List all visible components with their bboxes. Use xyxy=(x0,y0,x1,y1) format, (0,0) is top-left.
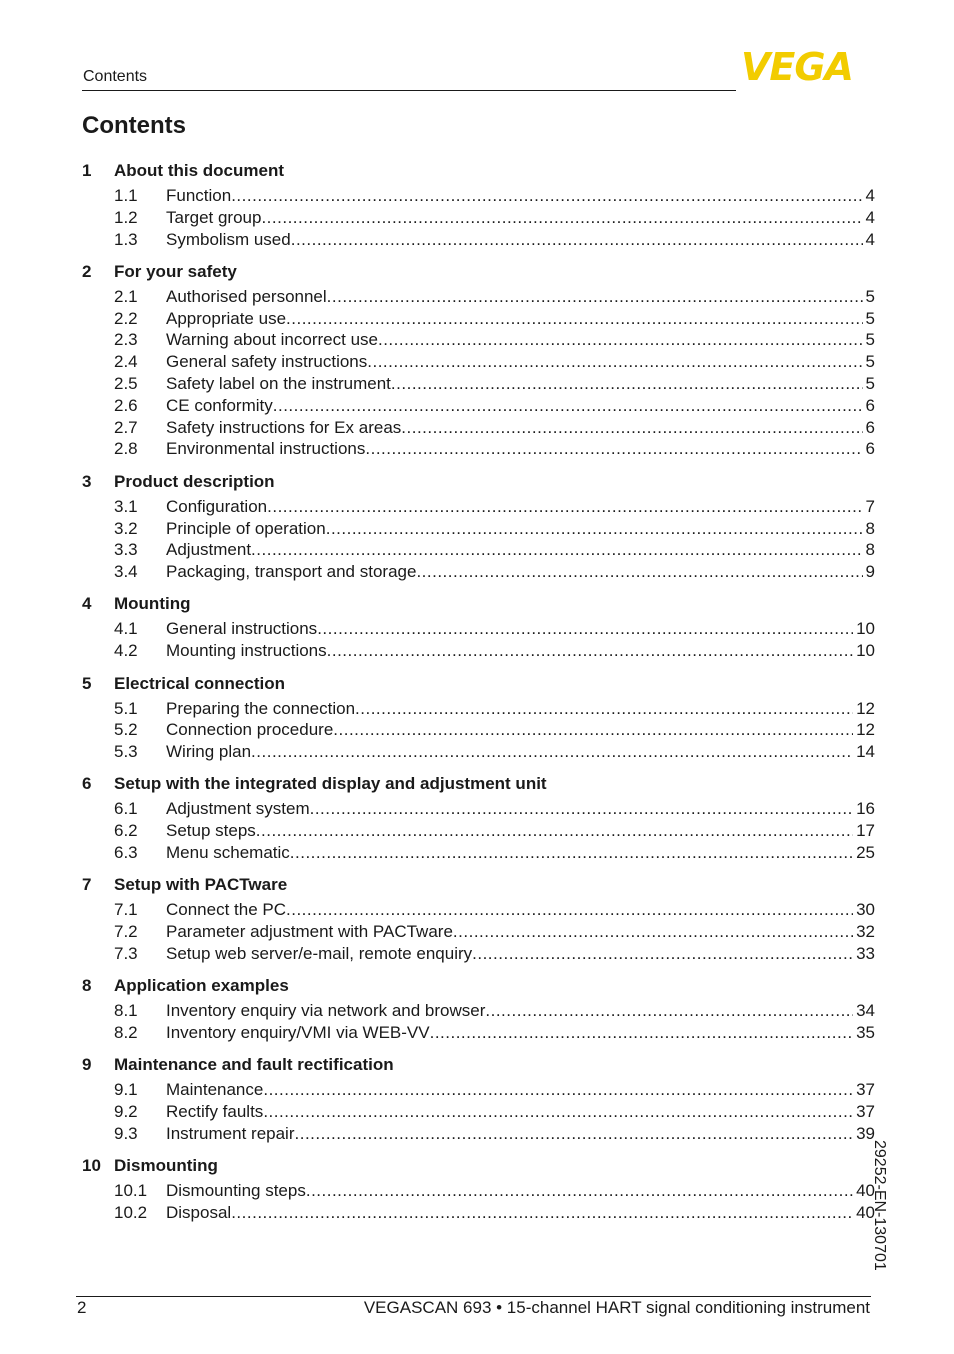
toc-entry-title: CE conformity xyxy=(166,395,273,415)
toc-entry[interactable] xyxy=(82,921,875,943)
toc-entry-number: 9.1 xyxy=(114,1080,138,1100)
toc-entry[interactable] xyxy=(82,1079,875,1101)
toc-dot-leader xyxy=(378,329,863,351)
toc-dot-leader xyxy=(367,351,862,373)
toc-entry[interactable] xyxy=(82,719,875,741)
toc-dot-leader xyxy=(327,286,863,308)
toc-entry[interactable] xyxy=(82,518,875,540)
toc-entry-number: 1.1 xyxy=(114,186,138,205)
toc-dot-leader xyxy=(306,1180,853,1202)
toc-entry-number: 6.2 xyxy=(114,821,138,841)
toc-entry-number: 7.2 xyxy=(114,922,138,942)
toc-entry-number: 8.2 xyxy=(114,1023,138,1043)
toc-dot-leader xyxy=(251,741,853,763)
toc-chapter-heading[interactable] xyxy=(82,261,875,282)
toc-entry[interactable] xyxy=(82,899,875,921)
toc-entry-title: Safety instructions for Ex areas xyxy=(166,417,402,437)
toc-entry[interactable] xyxy=(82,417,875,439)
toc-entry-title: Adjustment xyxy=(166,540,252,560)
toc-dot-leader xyxy=(261,207,862,229)
toc-entry-number: 6.3 xyxy=(114,843,138,863)
toc-dot-leader xyxy=(267,496,862,518)
toc-entry-title: Menu schematic xyxy=(166,843,290,863)
toc-entry-number: 3.2 xyxy=(114,518,138,538)
toc-entry[interactable] xyxy=(82,1101,875,1123)
vega-logo xyxy=(741,45,872,89)
toc-entry-title: Setup steps xyxy=(166,821,256,841)
toc-entry-page: 8 xyxy=(865,518,875,538)
toc-entry-page: 17 xyxy=(856,821,875,841)
toc-chapter xyxy=(82,471,875,583)
toc-dot-leader xyxy=(263,1101,853,1123)
toc-chapter xyxy=(82,975,875,1044)
toc-dot-leader xyxy=(326,518,863,540)
toc-entry[interactable] xyxy=(82,395,875,417)
toc-entry-number: 2.1 xyxy=(114,286,138,306)
toc-entry-title: Environmental instructions xyxy=(166,439,366,459)
toc-chapter-heading[interactable] xyxy=(82,1054,875,1075)
toc-entry-title: Connection procedure xyxy=(166,720,334,740)
toc-entry-number: 2.2 xyxy=(114,308,138,328)
toc-entry-page: 5 xyxy=(865,330,875,350)
toc-entry-title: Parameter adjustment with PACTware xyxy=(166,922,453,942)
toc-dot-leader xyxy=(430,1022,853,1044)
toc-entry-page: 37 xyxy=(856,1102,875,1122)
toc-entry-number: 2.3 xyxy=(114,330,138,350)
toc-chapter xyxy=(82,1054,875,1144)
toc-dot-leader xyxy=(333,719,853,741)
toc-entry[interactable] xyxy=(82,539,875,561)
toc-entry-title: General safety instructions xyxy=(166,352,368,372)
toc-chapter-heading[interactable] xyxy=(82,593,875,614)
toc-entry-title: Safety label on the instrument xyxy=(166,374,391,394)
toc-entry-page: 39 xyxy=(856,1123,875,1143)
toc-dot-leader xyxy=(231,185,862,207)
toc-entry[interactable] xyxy=(82,438,875,460)
toc-entry-title: Inventory enquiry/VMI via WEB-VV xyxy=(166,1023,430,1043)
toc-entry[interactable] xyxy=(82,1022,875,1044)
toc-entry[interactable] xyxy=(82,496,875,518)
toc-dot-leader xyxy=(231,1202,853,1224)
toc-chapter-number: 1 xyxy=(82,161,92,180)
toc-entry-page: 40 xyxy=(856,1203,875,1222)
toc-entry[interactable] xyxy=(82,820,875,842)
toc-dot-leader xyxy=(286,899,853,921)
toc-chapter-title: Dismounting xyxy=(114,1156,218,1176)
toc-entry-title: Authorised personnel xyxy=(166,286,327,306)
header-rule xyxy=(82,90,736,91)
footer-page-number: 2 xyxy=(77,1298,87,1317)
toc-entry[interactable] xyxy=(82,1180,875,1202)
toc-dot-leader xyxy=(295,1123,854,1145)
toc-entry-page: 5 xyxy=(865,308,875,328)
toc-chapter-title: Mounting xyxy=(114,594,191,614)
toc-chapter-heading[interactable] xyxy=(82,975,875,996)
toc-chapter-number: 10 xyxy=(82,1156,101,1176)
toc-chapter xyxy=(82,874,875,964)
footer-rule xyxy=(76,1296,871,1297)
toc-entry-page: 40 xyxy=(856,1181,875,1201)
toc-entry-number: 5.3 xyxy=(114,742,138,762)
toc-dot-leader xyxy=(453,921,853,943)
toc-entry-page: 16 xyxy=(856,799,875,819)
toc-entry-page: 6 xyxy=(865,395,875,415)
toc-entry-number: 9.3 xyxy=(114,1123,138,1143)
toc-dot-leader xyxy=(401,417,862,439)
toc-dot-leader xyxy=(416,561,862,583)
toc-entry-page: 7 xyxy=(865,496,875,516)
toc-chapter-number: 5 xyxy=(82,673,92,693)
toc-entry[interactable] xyxy=(82,229,875,251)
toc-entry[interactable] xyxy=(82,798,875,820)
toc-entry-title: Warning about incorrect use xyxy=(166,330,378,350)
toc-dot-leader xyxy=(355,698,853,720)
toc-chapter-title: Electrical connection xyxy=(114,673,285,693)
toc-entry-title: Appropriate use xyxy=(166,308,287,328)
toc-entry[interactable] xyxy=(82,286,875,308)
toc-entry-number: 3.1 xyxy=(114,496,138,516)
toc-entry[interactable] xyxy=(82,741,875,763)
toc-entry-number: 3.4 xyxy=(114,562,138,582)
toc-chapter-number: 9 xyxy=(82,1055,92,1075)
toc-chapter-number: 4 xyxy=(82,594,92,614)
toc-entry-page: 37 xyxy=(856,1080,875,1100)
toc-chapter-title: Application examples xyxy=(114,976,289,996)
toc-chapter-title: For your safety xyxy=(114,261,237,281)
toc-entry-number: 2.7 xyxy=(114,417,138,437)
toc-entry-title: Packaging, transport and storage xyxy=(166,562,417,582)
toc-entry-title: Connect the PC xyxy=(166,900,287,920)
page-title: Contents xyxy=(82,112,186,139)
toc-entry[interactable] xyxy=(82,1000,875,1022)
toc-chapter-heading[interactable] xyxy=(82,160,875,181)
toc-entry-page: 12 xyxy=(856,698,875,718)
toc-entry[interactable] xyxy=(82,185,875,207)
toc-dot-leader xyxy=(291,229,863,251)
toc-entry-page: 6 xyxy=(865,417,875,437)
toc-entry-title: Mounting instructions xyxy=(166,641,327,661)
toc-entry-number: 9.2 xyxy=(114,1102,138,1122)
toc-entry-title: Target group xyxy=(166,207,262,227)
toc-entry[interactable] xyxy=(82,351,875,373)
toc-chapter xyxy=(82,593,875,662)
vega-logo-text: VEGA xyxy=(741,45,853,89)
toc-chapter-title: Maintenance and fault rectification xyxy=(114,1055,394,1075)
toc-entry-title: Preparing the connection xyxy=(166,698,356,718)
toc-entry-number: 1.3 xyxy=(114,229,138,249)
toc-dot-leader xyxy=(273,395,863,417)
toc-entry-page: 25 xyxy=(856,843,875,863)
toc-dot-leader xyxy=(251,539,862,561)
toc-chapter-heading[interactable] xyxy=(82,1155,875,1176)
toc-chapter-heading[interactable] xyxy=(82,673,875,694)
toc-entry-number: 2.6 xyxy=(114,395,138,415)
toc-entry-number: 10.1 xyxy=(114,1181,148,1201)
toc-entry-page: 4 xyxy=(865,207,875,227)
toc-chapter xyxy=(82,773,875,863)
toc-chapter-number: 6 xyxy=(82,774,92,794)
toc-chapter-number: 2 xyxy=(82,261,92,281)
toc-entry-page: 32 xyxy=(856,922,875,942)
toc-entry-number: 2.8 xyxy=(114,439,138,459)
toc-entry-number: 2.4 xyxy=(114,352,138,372)
toc-entry-title: Maintenance xyxy=(166,1080,264,1100)
header-label: Contents xyxy=(83,68,148,85)
toc-chapter xyxy=(82,261,875,460)
toc-entry-title: Rectify faults xyxy=(166,1102,264,1122)
toc-dot-leader xyxy=(391,373,863,395)
toc-entry-page: 4 xyxy=(865,229,875,249)
toc-chapter-title: Product description xyxy=(114,471,275,491)
toc-entry-title: Wiring plan xyxy=(166,742,252,762)
toc-entry[interactable] xyxy=(82,373,875,395)
toc-entry-page: 34 xyxy=(856,1001,875,1021)
toc-entry-title: Adjustment system xyxy=(166,799,310,819)
toc-entry[interactable] xyxy=(82,842,875,864)
toc-entry-title: Disposal xyxy=(166,1203,232,1222)
toc-entry-page: 8 xyxy=(865,540,875,560)
toc-entry-number: 5.2 xyxy=(114,720,138,740)
toc-chapter-number: 3 xyxy=(82,471,92,491)
toc-entry-title: Instrument repair xyxy=(166,1123,295,1143)
toc-entry-number: 2.5 xyxy=(114,374,138,394)
toc-dot-leader xyxy=(327,640,853,662)
toc-dot-leader xyxy=(472,943,853,965)
toc-entry-page: 10 xyxy=(856,619,875,639)
toc-entry-number: 4.1 xyxy=(114,619,138,639)
toc-entry-title: Configuration xyxy=(166,496,268,516)
toc-entry-number: 4.2 xyxy=(114,641,138,661)
toc-entry-title: Dismounting steps xyxy=(166,1181,306,1201)
toc-entry-page: 30 xyxy=(856,900,875,920)
toc-entry-number: 6.1 xyxy=(114,799,138,819)
toc-entry-number: 7.3 xyxy=(114,943,138,963)
toc-entry-page: 14 xyxy=(856,742,875,762)
toc-chapter xyxy=(82,160,875,250)
toc-entry-number: 5.1 xyxy=(114,698,138,718)
toc-entry[interactable] xyxy=(82,1123,875,1145)
toc-entry[interactable] xyxy=(82,1202,875,1224)
toc-chapter-number: 7 xyxy=(82,875,92,895)
toc-chapter-title: Setup with the integrated display and adjustment unit xyxy=(114,774,547,794)
toc-entry-title: General instructions xyxy=(166,619,318,639)
toc-entry-title: Inventory enquiry via network and browser xyxy=(166,1001,486,1021)
toc-dot-leader xyxy=(310,798,853,820)
toc-dot-leader xyxy=(290,842,853,864)
toc-entry-number: 10.2 xyxy=(114,1203,148,1222)
toc-entry-number: 1.2 xyxy=(114,207,138,227)
toc-entry-title: Principle of operation xyxy=(166,518,326,538)
toc-entry-page: 4 xyxy=(865,186,875,205)
toc-dot-leader xyxy=(365,438,862,460)
toc-chapter-title: About this document xyxy=(114,161,284,180)
toc-entry[interactable] xyxy=(82,943,875,965)
toc-chapter xyxy=(82,1155,875,1224)
toc-entry-page: 9 xyxy=(865,562,875,582)
toc-entry[interactable] xyxy=(82,207,875,229)
toc-entry-page: 5 xyxy=(865,374,875,394)
toc-entry-page: 33 xyxy=(856,943,875,963)
table-of-contents xyxy=(82,160,875,1234)
toc-entry[interactable] xyxy=(82,561,875,583)
toc-chapter-title: Setup with PACTware xyxy=(114,875,288,895)
toc-chapter-heading[interactable] xyxy=(82,874,875,895)
toc-chapter-heading[interactable] xyxy=(82,773,875,794)
toc-entry-page: 12 xyxy=(856,720,875,740)
toc-entry-page: 5 xyxy=(865,352,875,372)
toc-entry-page: 35 xyxy=(856,1023,875,1043)
toc-dot-leader xyxy=(317,618,853,640)
toc-entry[interactable] xyxy=(82,329,875,351)
toc-entry-number: 8.1 xyxy=(114,1001,138,1021)
toc-entry-page: 5 xyxy=(865,286,875,306)
toc-chapter xyxy=(82,673,875,763)
toc-entry-title: Setup web server/e-mail, remote enquiry xyxy=(166,943,473,963)
toc-entry[interactable] xyxy=(82,698,875,720)
toc-dot-leader xyxy=(256,820,853,842)
toc-dot-leader xyxy=(286,308,863,330)
toc-entry[interactable] xyxy=(82,618,875,640)
toc-entry-number: 7.1 xyxy=(114,900,138,920)
footer-product-title: VEGASCAN 693 • 15-channel HART signal conditioning instrument xyxy=(363,1298,870,1317)
toc-chapter-number: 8 xyxy=(82,976,92,996)
toc-entry[interactable] xyxy=(82,640,875,662)
toc-entry-title: Function xyxy=(166,186,232,205)
toc-chapter-heading[interactable] xyxy=(82,471,875,492)
toc-entry[interactable] xyxy=(82,308,875,330)
toc-entry-page: 10 xyxy=(856,641,875,661)
toc-entry-number: 3.3 xyxy=(114,540,138,560)
toc-entry-page: 6 xyxy=(865,439,875,459)
toc-dot-leader xyxy=(263,1079,853,1101)
toc-dot-leader xyxy=(485,1000,853,1022)
document-code: 29252-EN-130701 xyxy=(871,1140,888,1271)
toc-entry-title: Symbolism used xyxy=(166,229,291,249)
